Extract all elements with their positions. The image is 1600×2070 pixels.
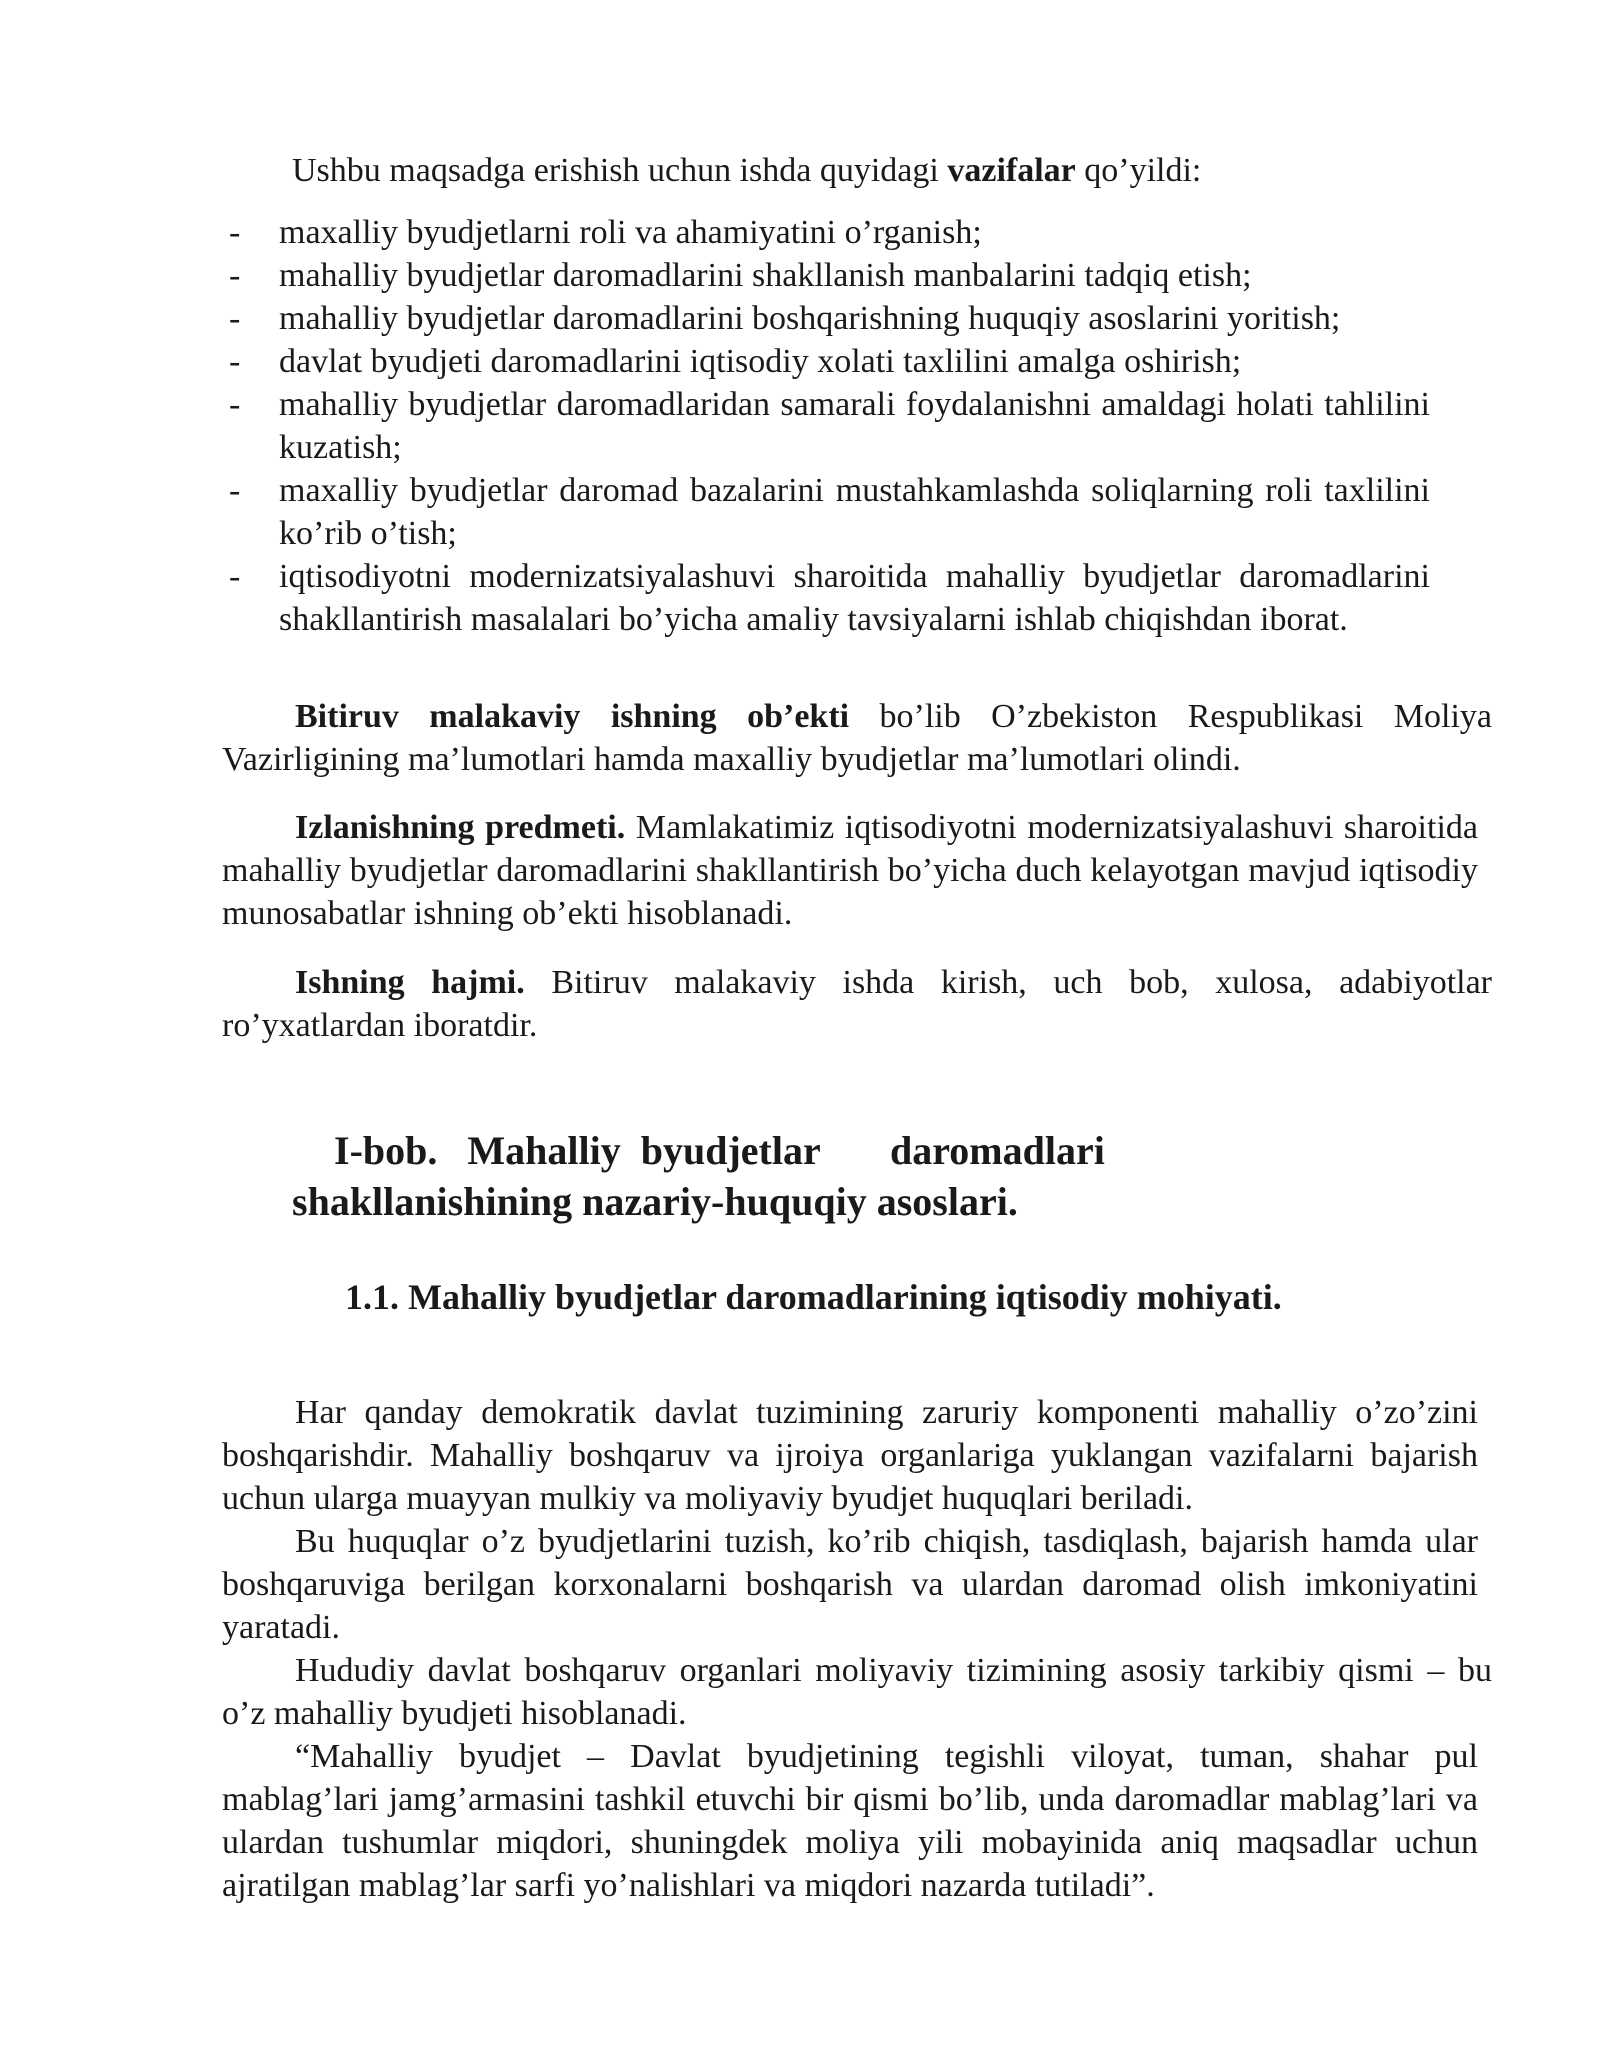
list-bullet: - bbox=[229, 257, 241, 294]
list-bullet: - bbox=[229, 386, 241, 423]
scope-bold-term: Ishning hajmi. bbox=[295, 964, 525, 1001]
list-item: - maxalliy byudjetlarni roli va ahamiyatini o’rganish; bbox=[222, 211, 1430, 254]
object-bold-term: Bitiruv malakaviy ishning ob’ekti bbox=[295, 698, 850, 735]
subject-paragraph: Izlanishning predmeti. Mamlakatimiz iqtisodiyotni modernizatsiyalashuvi sharoitida mahalliy byudjetlar daromadlarini shakllantirish bo’yicha duch kelayotgan mavjud iqtisodiy munosabatlar ishning ob’ekti hisoblanadi. bbox=[222, 809, 1478, 932]
list-item: - mahalliy byudjetlar daromadlarini boshqarishning huquqiy asoslarini yoritish; bbox=[222, 297, 1430, 340]
list-bullet: - bbox=[229, 472, 241, 509]
subject-bold-term: Izlanishning predmeti. bbox=[295, 809, 626, 846]
list-bullet: - bbox=[229, 300, 241, 337]
chapter-title-line2: shakllanishining nazariy-huquqiy asoslari. bbox=[292, 1179, 1018, 1224]
object-paragraph: Bitiruv malakaviy ishning ob’ekti bo’lib O’zbekiston Respublikasi Moliya Vazirligining ma’lumotlari hamda maxalliy byudjetlar ma’lumotlari olindi. bbox=[222, 698, 1492, 778]
intro-paragraph: Ushbu maqsadga erishish uchun ishda quyidagi vazifalar qo’yildi: bbox=[292, 152, 1202, 189]
list-bullet: - bbox=[229, 343, 241, 380]
list-item: - mahalliy byudjetlar daromadlarini shakllanish manbalarini tadqiq etish; bbox=[222, 254, 1430, 297]
list-bullet: - bbox=[229, 558, 241, 595]
chapter-title-line1: I-bob. Mahalliy byudjetlar daromadlari bbox=[334, 1128, 1105, 1173]
body-paragraph: Bu huquqlar o’z byudjetlarini tuzish, ko’rib chiqish, tasdiqlash, bajarish hamda ular boshqaruviga berilgan korxonalarni boshqarish va ulardan daromad olish imkoniyatini yaratadi. bbox=[222, 1523, 1478, 1646]
scope-paragraph: Ishning hajmi. Bitiruv malakaviy ishda kirish, uch bob, xulosa, adabiyotlar ro’yxatlardan iboratdir. bbox=[222, 964, 1492, 1044]
section-title: 1.1. Mahalliy byudjetlar daromadlarining iqtisodiy mohiyati. bbox=[345, 1277, 1282, 1317]
list-item: - maxalliy byudjetlar daromad bazalarini mustahkamlashda soliqlarning roli taxlilini ko’rib o’tish; bbox=[222, 469, 1430, 555]
list-item: - mahalliy byudjetlar daromadlaridan samarali foydalanishni amaldagi holati tahlilini kuzatish; bbox=[222, 383, 1430, 469]
body-paragraph: Har qanday demokratik davlat tuzimining zaruriy komponenti mahalliy o’zo’zini boshqarishdir. Mahalliy boshqaruv va ijroiya organlariga yuklangan vazifalarni bajarish uchun ularga muayyan mulkiy va moliyaviy byudjet huquqlari beriladi. bbox=[222, 1394, 1478, 1517]
body-paragraph: “Mahalliy byudjet – Davlat byudjetining tegishli viloyat, tuman, shahar pul mablag’lari jamg’armasini tashkil etuvchi bir qismi bo’lib, unda daromadlar mablag’lari va ulardan tushumlar miqdori, shuningdek moliya yili mobayinida aniq maqsadlar uchun ajratilgan mablag’lar sarfi yo’nalishlari va miqdori nazarda tutiladi”. bbox=[222, 1738, 1478, 1904]
list-bullet: - bbox=[229, 214, 241, 251]
list-item: - davlat byudjeti daromadlarini iqtisodiy xolati taxlilini amalga oshirish; bbox=[222, 340, 1430, 383]
task-list bbox=[222, 211, 1430, 641]
body-paragraph: Hududiy davlat boshqaruv organlari moliyaviy tizimining asosiy tarkibiy qismi – bu o’z mahalliy byudjeti hisoblanadi. bbox=[222, 1652, 1492, 1732]
intro-bold-term: vazifalar bbox=[947, 152, 1076, 189]
list-item: - iqtisodiyotni modernizatsiyalashuvi sharoitida mahalliy byudjetlar daromadlarini shakllantirish masalalari bo’yicha amaliy tavsiyalarni ishlab chiqishdan iborat. bbox=[222, 555, 1430, 641]
